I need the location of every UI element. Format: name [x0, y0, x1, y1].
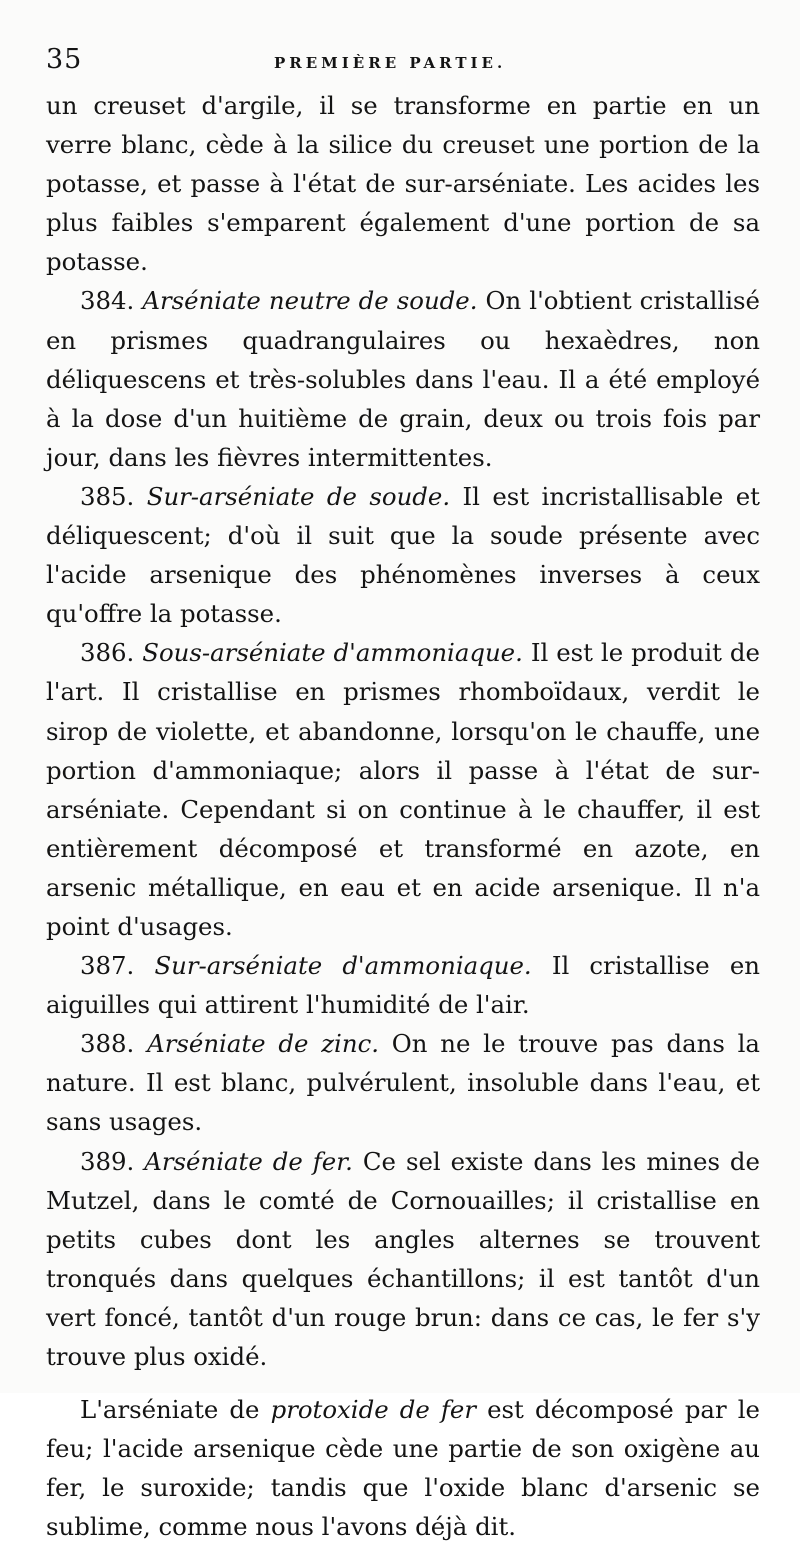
- paragraph-number: 387.: [80, 951, 135, 981]
- paragraph-387: [46, 946, 760, 1024]
- paragraph-384: [46, 281, 760, 476]
- paragraph-final: [46, 1390, 760, 1546]
- paragraph-text: Ce sel existe dans les mines de Mutzel, dans le comté de Cornouailles; il cristallise en petits cubes dont les angles alternes se trouvent tronqués dans quelques échantillons; il est tantôt d'un vert foncé, tantôt d'un rouge brun: dans ce cas, le fer s'y trouve plus oxidé.: [46, 1146, 760, 1371]
- paragraph-title: Arséniate neutre de soude.: [142, 286, 478, 316]
- paragraph-number: 384.: [80, 286, 135, 316]
- body-text: [46, 86, 760, 1546]
- page-header: [46, 44, 762, 84]
- paragraph-text: Il est le produit de l'art. Il cristallise en prismes rhomboïdaux, verdit le sirop de violette, et abandonne, lorsqu'on le chauffe, une portion d'ammoniaque; alors il passe à l'état de sur-arséniate. Cependant si on continue à le chauffer, il est entièrement décomposé et transformé en azote, en arsenic métallique, en eau et en acide arsenique. Il n'a point d'usages.: [46, 638, 760, 941]
- paragraph-text: Il est incristallisable et déliquescent; d'où il suit que la soude présente avec l'acide arsenique des phénomènes inverses à ceux qu'offre la potasse.: [46, 481, 760, 629]
- paragraph-number: 386.: [80, 638, 135, 668]
- paragraph-title: Arséniate de zinc.: [147, 1029, 379, 1059]
- paragraph-386: [46, 633, 760, 946]
- paragraph-text: On l'obtient cristallisé en prismes quadrangulaires ou hexaèdres, non déliquescens et très-solubles dans l'eau. Il a été employé à la dose d'un huitième de grain, deux ou trois fois par jour, dans les fièvres intermittentes.: [46, 286, 760, 472]
- page-number: 35: [46, 44, 83, 75]
- paragraph-388: [46, 1024, 760, 1141]
- paragraph-text: un creuset d'argile, il se transforme en partie en un verre blanc, cède à la silice du creuset une portion de la potasse, et passe à l'état de sur-arséniate. Les acides les plus faibles s'emparent également d'une portion de sa potasse.: [46, 91, 760, 277]
- paragraph-number: 389.: [80, 1146, 135, 1176]
- paragraph-text-before: L'arséniate de: [80, 1395, 260, 1425]
- paragraph-title: Sur-arséniate d'ammoniaque.: [154, 951, 532, 981]
- paragraph-continuation: [46, 86, 760, 281]
- paragraph-text-after: est décomposé par le feu; l'acide arsenique cède une partie de son oxigène au fer, le suroxide; tandis que l'oxide blanc d'arsenic se sublime, comme nous l'avons déjà dit.: [46, 1395, 760, 1542]
- paragraph-text: Il cristallise en aiguilles qui attirent l'humidité de l'air.: [46, 951, 760, 1020]
- paragraph-title: Sur-arséniate de soude.: [146, 481, 451, 511]
- paragraph-389: [46, 1142, 760, 1377]
- paragraph-title: Arséniate de fer.: [144, 1146, 353, 1176]
- paragraph-number: 385.: [80, 481, 135, 511]
- paragraph-italic-term: protoxide de fer: [270, 1395, 476, 1425]
- running-head: PREMIÈRE PARTIE.: [274, 54, 507, 72]
- paragraph-text: On ne le trouve pas dans la nature. Il est blanc, pulvérulent, insoluble dans l'eau, et sans usages.: [46, 1029, 760, 1137]
- paragraph-385: [46, 477, 760, 633]
- paragraph-number: 388.: [80, 1029, 135, 1059]
- paragraph-title: Sous-arséniate d'ammoniaque.: [142, 638, 523, 668]
